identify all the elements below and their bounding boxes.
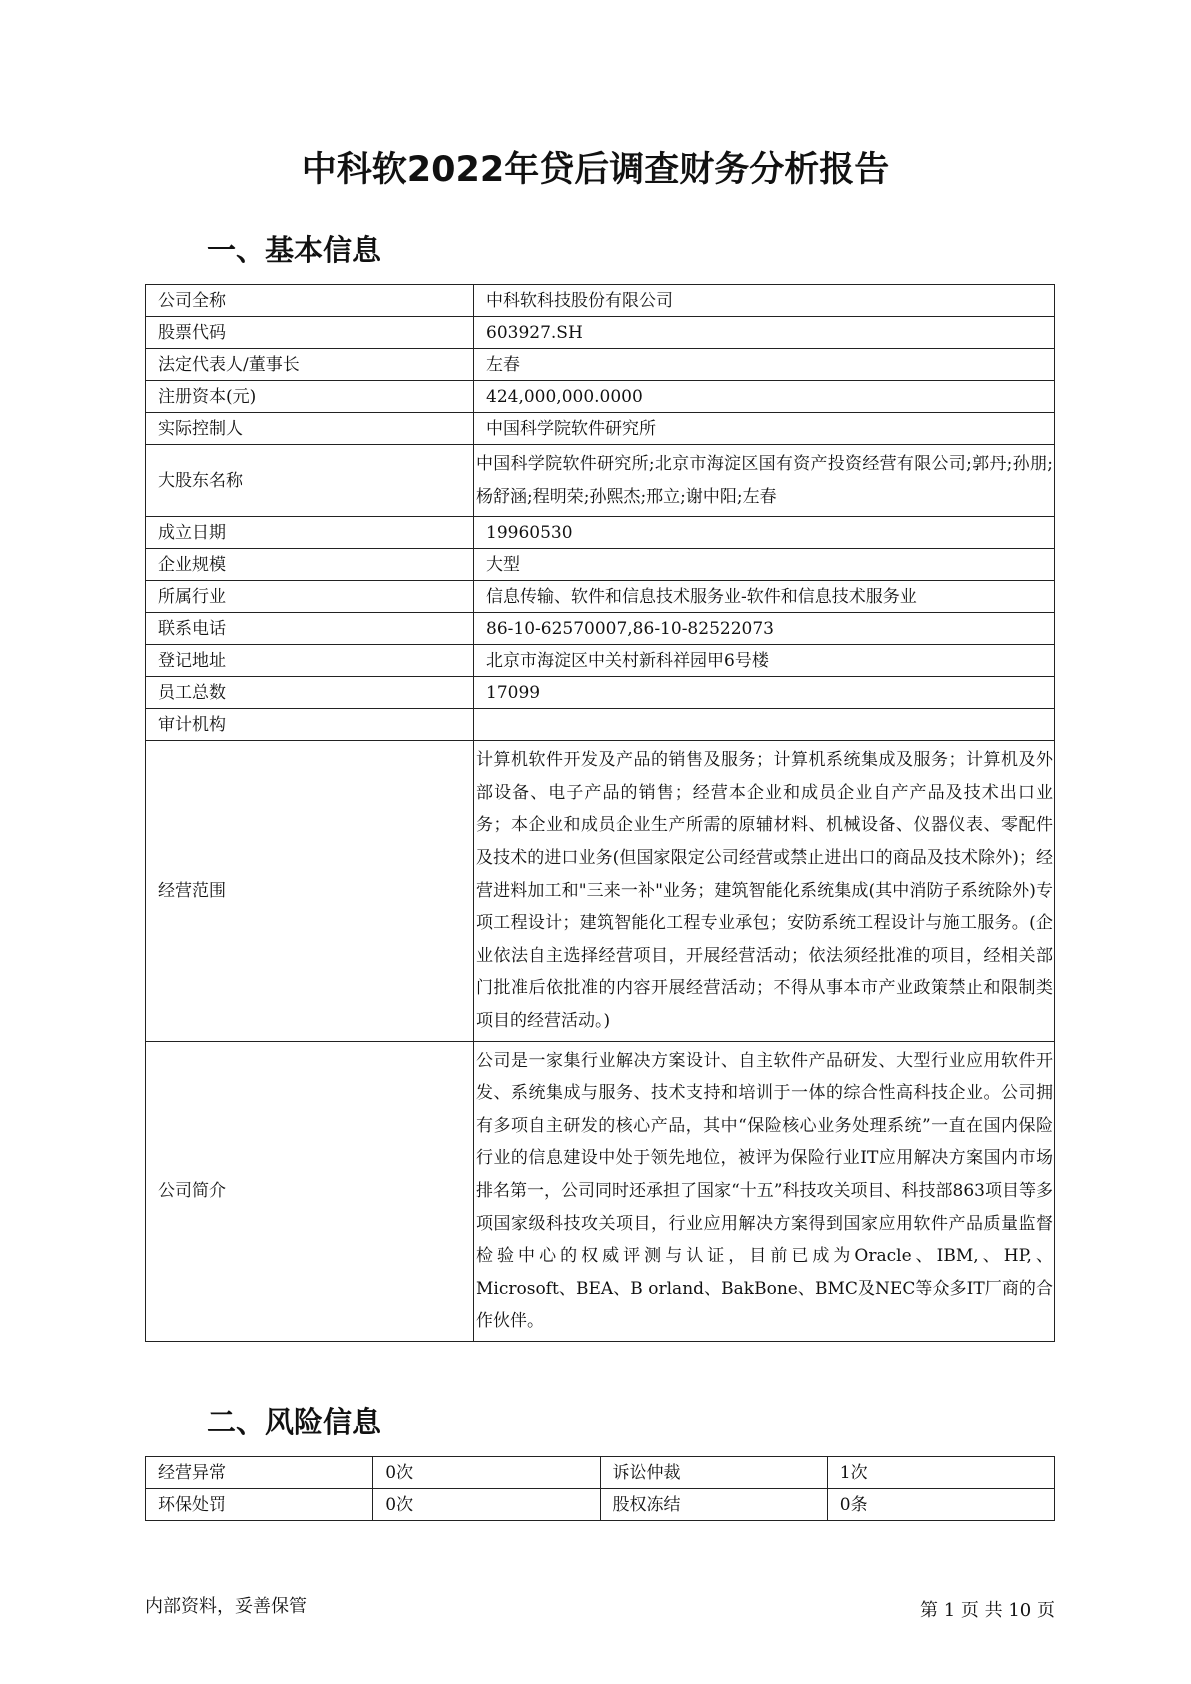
page-total: 10 <box>1008 1600 1032 1621</box>
value-litigation: 1次 <box>827 1457 1054 1489</box>
table-row-company-profile <box>146 1041 1055 1341</box>
label-abnormal-operation: 经营异常 <box>146 1457 373 1489</box>
value-registered-capital: 424,000,000.0000 <box>474 381 1055 413</box>
value-equity-freeze: 0条 <box>827 1489 1054 1521</box>
label-company-scale: 企业规模 <box>146 549 474 581</box>
value-abnormal-operation: 0次 <box>373 1457 600 1489</box>
value-stock-code: 603927.SH <box>474 317 1055 349</box>
table-row-company-scale <box>146 549 1055 581</box>
table-row-legal-rep <box>146 349 1055 381</box>
page-indicator <box>920 1596 1055 1622</box>
label-employee-count: 员工总数 <box>146 677 474 709</box>
table-row <box>146 1489 1055 1521</box>
value-founding-date: 19960530 <box>474 517 1055 549</box>
value-business-scope: 计算机软件开发及产品的销售及服务；计算机系统集成及服务；计算机及外部设备、电子产品的销售；经营本企业和成员企业自产产品及技术出口业务；本企业和成员企业生产所需的原辅材料、机械设备、仪器仪表、零配件及技术的进口业务(但国家限定公司经营或禁止进出口的商品及技术除外)；经营进料加工和"三来一补"业务；建筑智能化系统集成(其中消防子系统除外)专项工程设计；建筑智能化工程专业承包；安防系统工程设计与施工服务。(企业依法自主选择经营项目，开展经营活动；依法须经批准的项目，经相关部门批准后依批准的内容开展经营活动；不得从事本市产业政策禁止和限制类项目的经营活动。) <box>474 741 1055 1041</box>
table-row-registered-capital <box>146 381 1055 413</box>
label-environmental-penalty: 环保处罚 <box>146 1489 373 1521</box>
label-audit-firm: 审计机构 <box>146 709 474 741</box>
table-row-actual-controller <box>146 413 1055 445</box>
value-environmental-penalty: 0次 <box>373 1489 600 1521</box>
label-phone: 联系电话 <box>146 613 474 645</box>
page-suffix: 页 <box>1037 1600 1055 1621</box>
label-company-profile: 公司简介 <box>146 1041 474 1341</box>
table-row-stock-code <box>146 317 1055 349</box>
table-row-phone <box>146 613 1055 645</box>
value-company-scale: 大型 <box>474 549 1055 581</box>
page-number: 1 <box>943 1600 956 1621</box>
value-registered-address: 北京市海淀区中关村新科祥园甲6号楼 <box>474 645 1055 677</box>
value-legal-rep: 左春 <box>474 349 1055 381</box>
value-industry: 信息传输、软件和信息技术服务业-软件和信息技术服务业 <box>474 581 1055 613</box>
value-company-name: 中科软科技股份有限公司 <box>474 285 1055 317</box>
label-stock-code: 股票代码 <box>146 317 474 349</box>
table-row-registered-address <box>146 645 1055 677</box>
table-row-industry <box>146 581 1055 613</box>
table-row-employee-count <box>146 677 1055 709</box>
table-row-founding-date <box>146 517 1055 549</box>
table-row-company-name <box>146 285 1055 317</box>
value-phone: 86-10-62570007,86-10-82522073 <box>474 613 1055 645</box>
page-mid: 页 共 <box>960 1600 1003 1621</box>
label-major-shareholders: 大股东名称 <box>146 445 474 517</box>
value-major-shareholders: 中国科学院软件研究所;北京市海淀区国有资产投资经营有限公司;郭丹;孙朋;杨舒涵;程明荣;孙熙杰;邢立;谢中阳;左春 <box>474 445 1055 517</box>
basic-info-table <box>145 284 1055 1342</box>
label-industry: 所属行业 <box>146 581 474 613</box>
label-registered-address: 登记地址 <box>146 645 474 677</box>
section-heading-basic-info: 一、基本信息 <box>207 233 382 267</box>
label-actual-controller: 实际控制人 <box>146 413 474 445</box>
label-equity-freeze: 股权冻结 <box>600 1489 827 1521</box>
risk-info-table <box>145 1456 1055 1521</box>
label-legal-rep: 法定代表人/董事长 <box>146 349 474 381</box>
table-row <box>146 1457 1055 1489</box>
page-prefix: 第 <box>919 1600 938 1621</box>
value-employee-count: 17099 <box>474 677 1055 709</box>
label-business-scope: 经营范围 <box>146 741 474 1041</box>
section-heading-risk-info: 二、风险信息 <box>207 1405 382 1439</box>
value-actual-controller: 中国科学院软件研究所 <box>474 413 1055 445</box>
label-registered-capital: 注册资本(元) <box>146 381 474 413</box>
table-row-business-scope <box>146 741 1055 1041</box>
footer-confidential-note: 内部资料，妥善保管 <box>145 1596 307 1617</box>
value-company-profile: 公司是一家集行业解决方案设计、自主软件产品研发、大型行业应用软件开发、系统集成与服务、技术支持和培训于一体的综合性高科技企业。公司拥有多项自主研发的核心产品，其中“保险核心业务处理系统”一直在国内保险行业的信息建设中处于领先地位，被评为保险行业IT应用解决方案国内市场排名第一，公司同时还承担了国家“十五”科技攻关项目、科技部863项目等多项国家级科技攻关项目，行业应用解决方案得到国家应用软件产品质量监督检验中心的权威评测与认证，目前已成为Oracle、IBM,、HP,、Microsoft、BEA、B orland、BakBone、BMC及NEC等众多IT厂商的合作伙伴。 <box>474 1041 1055 1341</box>
table-row-major-shareholders <box>146 445 1055 517</box>
label-founding-date: 成立日期 <box>146 517 474 549</box>
label-litigation: 诉讼仲裁 <box>600 1457 827 1489</box>
table-row-audit-firm <box>146 709 1055 741</box>
label-company-name: 公司全称 <box>146 285 474 317</box>
value-audit-firm <box>474 709 1055 741</box>
page-title: 中科软2022年贷后调查财务分析报告 <box>301 150 890 190</box>
